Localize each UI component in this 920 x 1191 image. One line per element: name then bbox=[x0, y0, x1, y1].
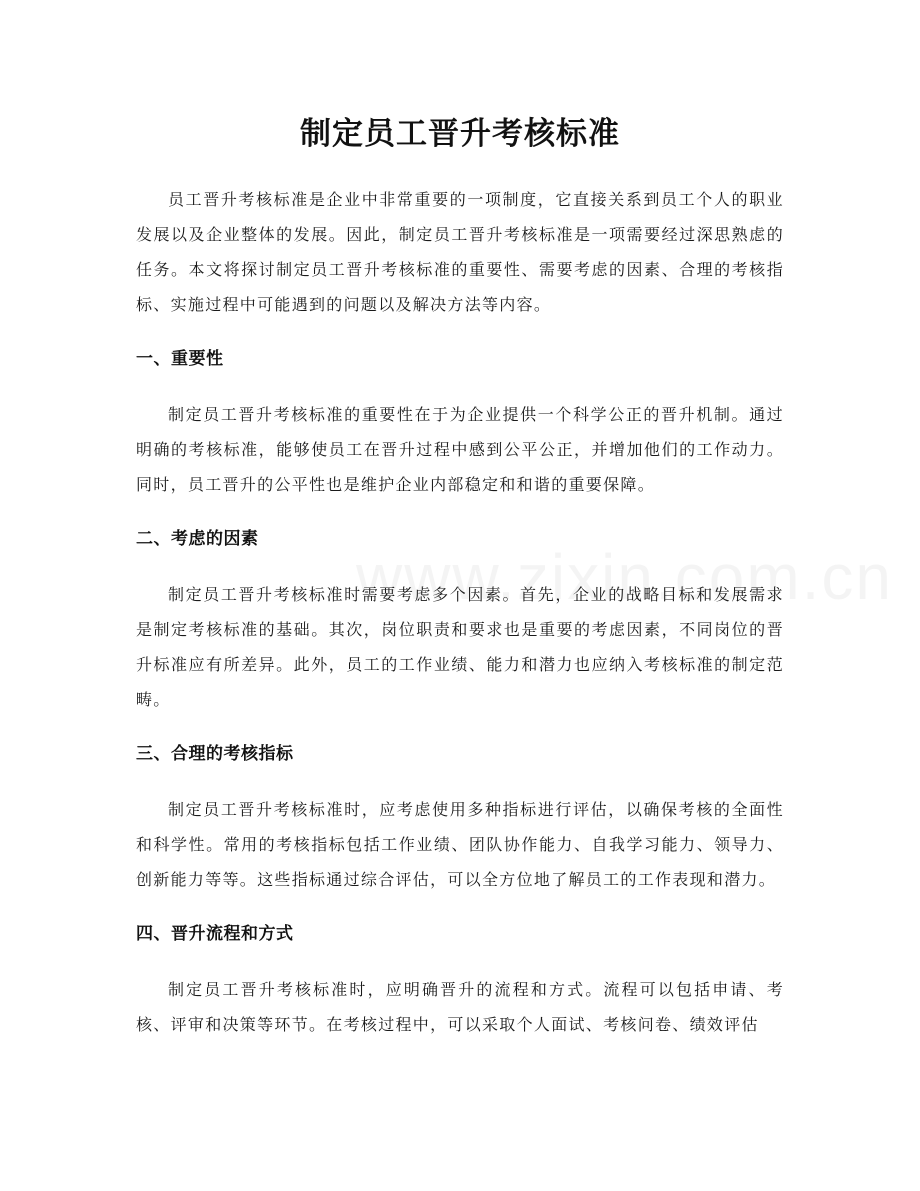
section-heading-process: 四、晋升流程和方式 bbox=[136, 924, 294, 944]
section-body-importance: 制定员工晋升考核标准的重要性在于为企业提供一个科学公正的晋升机制。通过明确的考核标准，能够使员工在晋升过程中感到公平公正，并增加他们的工作动力。同时，员工晋升的公平性也是维护企业内部稳定和和谐的重要保障。 bbox=[136, 405, 784, 494]
document-body bbox=[136, 182, 784, 1042]
section-heading-factors: 二、考虑的因素 bbox=[136, 529, 259, 549]
section-body-factors: 制定员工晋升考核标准时需要考虑多个因素。首先，企业的战略目标和发展需求是制定考核标准的基础。其次，岗位职责和要求也是重要的考虑因素，不同岗位的晋升标准应有所差异。此外，员工的工作业绩、能力和潜力也应纳入考核标准的制定范畴。 bbox=[136, 585, 784, 709]
document-title: 制定员工晋升考核标准 bbox=[300, 116, 620, 152]
section-body-process: 制定员工晋升考核标准时，应明确晋升的流程和方式。流程可以包括申请、考核、评审和决策等环节。在考核过程中，可以采取个人面试、考核问卷、绩效评估 bbox=[136, 980, 784, 1034]
intro-paragraph: 员工晋升考核标准是企业中非常重要的一项制度，它直接关系到员工个人的职业发展以及企业整体的发展。因此，制定员工晋升考核标准是一项需要经过深思熟虑的任务。本文将探讨制定员工晋升考核标准的重要性、需要考虑的因素、合理的考核指标、实施过程中可能遇到的问题以及解决方法等内容。 bbox=[136, 190, 784, 314]
section-heading-indicators: 三、合理的考核指标 bbox=[136, 744, 294, 764]
section-body-indicators: 制定员工晋升考核标准时，应考虑使用多种指标进行评估，以确保考核的全面性和科学性。常用的考核指标包括工作业绩、团队协作能力、自我学习能力、领导力、创新能力等等。这些指标通过综合评估，可以全方位地了解员工的工作表现和潜力。 bbox=[136, 800, 784, 889]
section-heading-importance: 一、重要性 bbox=[136, 349, 224, 369]
